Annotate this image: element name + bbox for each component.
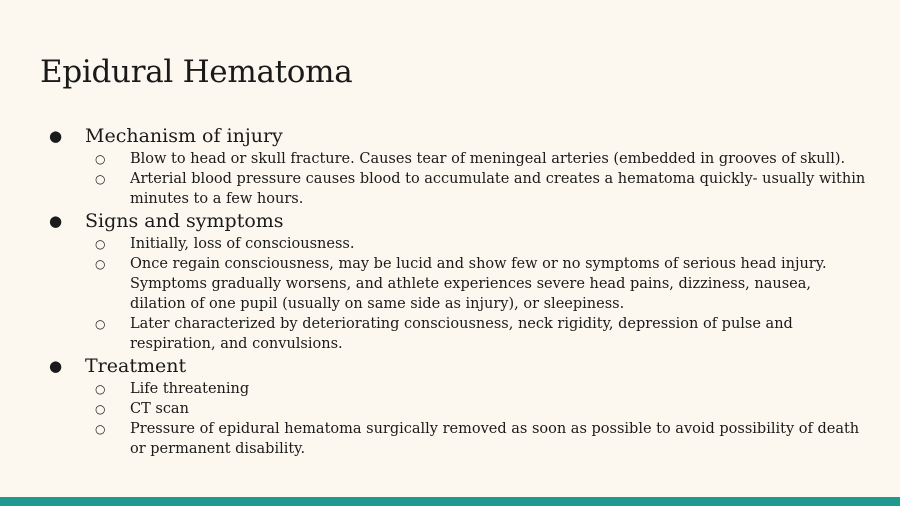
sub-bullet-text: Later characterized by deteriorating consciousness, neck rigidity, depression of pulse and respiration, and convulsions. xyxy=(130,316,793,352)
hollow-bullet-icon: ○ xyxy=(95,382,106,396)
sub-bullet-item xyxy=(40,379,870,399)
slide-title: Epidural Hematoma xyxy=(40,54,353,90)
sub-bullet-item xyxy=(40,149,870,169)
sub-bullet-item xyxy=(40,254,870,314)
sub-bullet-item xyxy=(40,234,870,254)
hollow-bullet-icon: ○ xyxy=(95,422,106,436)
sub-list xyxy=(40,379,870,459)
sub-bullet-item xyxy=(40,419,870,459)
hollow-bullet-icon: ○ xyxy=(95,172,106,186)
sub-bullet-text: Life threatening xyxy=(130,381,250,397)
sub-bullet-item xyxy=(40,399,870,419)
filled-bullet-icon: ● xyxy=(49,212,63,230)
sub-bullet-text: Blow to head or skull fracture. Causes tear of meningeal arteries (embedded in grooves of skull). xyxy=(130,151,846,167)
sub-list-container xyxy=(40,149,870,209)
sub-bullet-text: Initially, loss of consciousness. xyxy=(130,236,355,252)
hollow-bullet-icon: ○ xyxy=(95,152,106,166)
bullet-list xyxy=(40,124,870,459)
bullet-heading: Signs and symptoms xyxy=(85,210,284,232)
slide-content xyxy=(40,124,870,459)
bullet-heading: Treatment xyxy=(85,355,187,377)
sub-bullet-text: Pressure of epidural hematoma surgically removed as soon as possible to avoid possibility of death or permanent disability. xyxy=(130,421,860,457)
bullet-heading: Mechanism of injury xyxy=(85,125,283,147)
sub-list-container xyxy=(40,379,870,459)
sub-bullet-item xyxy=(40,169,870,209)
sub-list-container xyxy=(40,234,870,354)
sub-bullet-text: Once regain consciousness, may be lucid and show few or no symptoms of serious head injury. Symptoms gradually worsens, and athlete experiences severe head pains, dizziness, nausea, dilation of one pupil (usually on same side as injury), or sleepiness. xyxy=(130,256,827,312)
bullet-item-signs xyxy=(40,209,870,234)
hollow-bullet-icon: ○ xyxy=(95,237,106,251)
sub-bullet-text: Arterial blood pressure causes blood to accumulate and creates a hematoma quickly- usually within minutes to a few hours. xyxy=(130,171,866,207)
hollow-bullet-icon: ○ xyxy=(95,402,106,416)
bullet-item-treatment xyxy=(40,354,870,379)
sub-list xyxy=(40,234,870,354)
sub-bullet-item xyxy=(40,314,870,354)
bullet-item-mechanism xyxy=(40,124,870,149)
hollow-bullet-icon: ○ xyxy=(95,257,106,271)
sub-list xyxy=(40,149,870,209)
sub-bullet-text: CT scan xyxy=(130,401,189,417)
accent-bar xyxy=(0,497,900,506)
filled-bullet-icon: ● xyxy=(49,357,63,375)
hollow-bullet-icon: ○ xyxy=(95,317,106,331)
filled-bullet-icon: ● xyxy=(49,127,63,145)
